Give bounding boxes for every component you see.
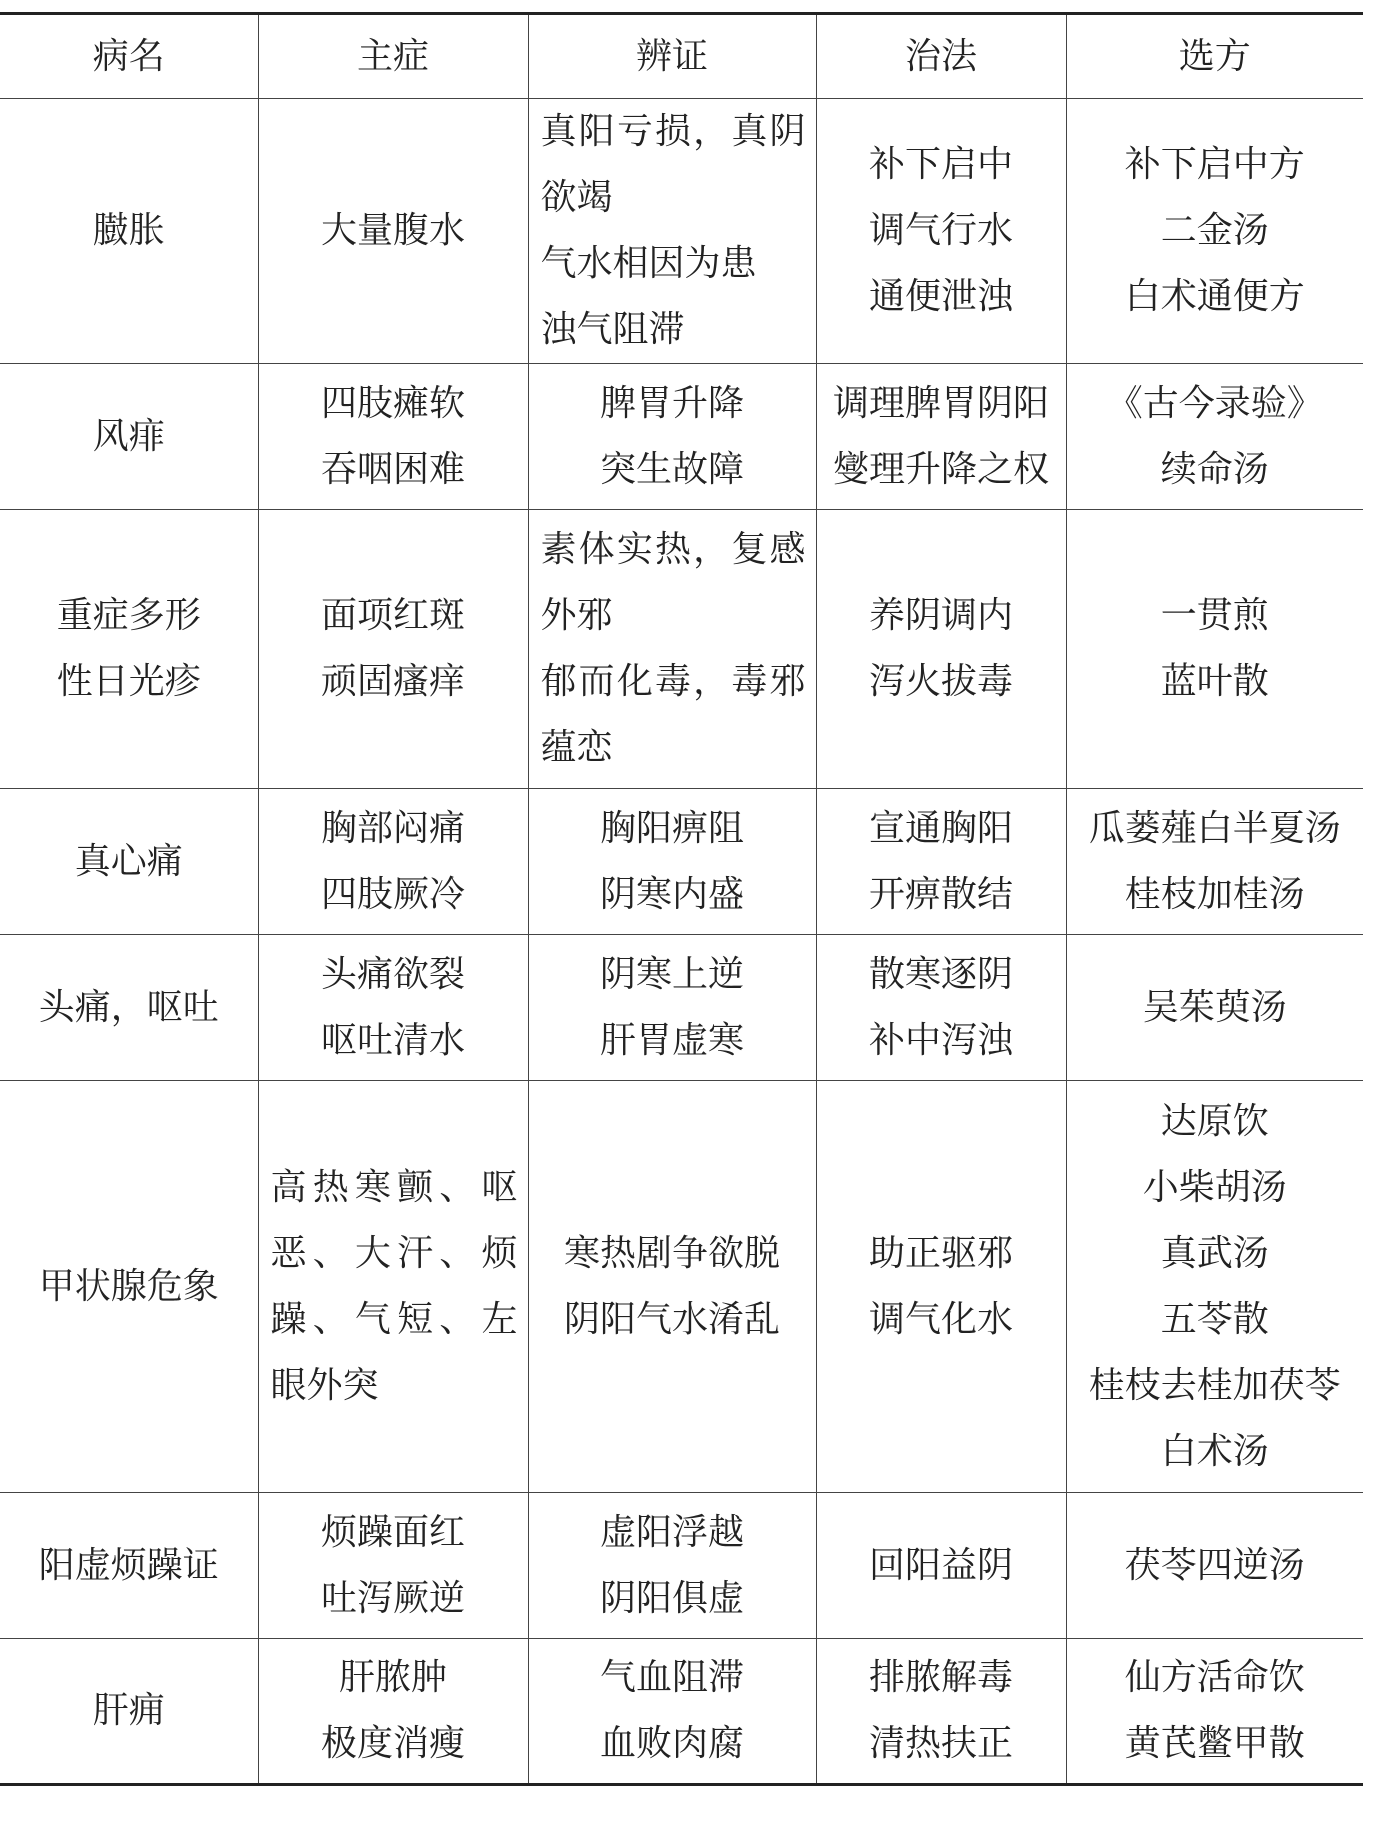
syndrome-line: 气血阻滞 [599, 1657, 744, 1698]
treatment-line: 助正驱邪 [868, 1232, 1013, 1274]
treatment-cell [816, 935, 1066, 1081]
formula-line: 桂枝加桂汤 [1124, 873, 1305, 915]
formula-cell [1066, 789, 1363, 935]
treatment-line: 排脓解毒 [868, 1657, 1013, 1698]
symptoms-cell [258, 935, 528, 1081]
formula-line: 达原饮 [1160, 1100, 1269, 1142]
disease-cell [0, 1081, 258, 1493]
syndrome-line: 真阳亏损，真阴欲竭 [540, 111, 806, 218]
disease-cell [0, 1639, 258, 1785]
symptoms-cell [258, 1639, 528, 1785]
disease-text: 头痛，呕吐 [38, 986, 219, 1028]
symptom-line: 烦躁面红 [320, 1511, 465, 1553]
disease-cell [0, 1493, 258, 1639]
disease-cell [0, 364, 258, 510]
header-disease: 病名 [0, 14, 258, 99]
syndrome-line: 浊气阻滞 [540, 309, 685, 350]
formula-line: 白术汤 [1160, 1430, 1269, 1472]
formula-line: 《古今录验》 [1106, 382, 1323, 424]
formula-line: 茯苓四逆汤 [1124, 1544, 1305, 1586]
formula-cell [1066, 935, 1363, 1081]
treatment-cell [816, 364, 1066, 510]
disease-cell [0, 99, 258, 364]
disease-text: 性日光疹 [56, 661, 201, 702]
treatment-cell [816, 789, 1066, 935]
symptom-line: 呕吐清水 [320, 1019, 465, 1061]
formula-cell [1066, 364, 1363, 510]
symptom-line: 面项红斑 [320, 595, 465, 636]
treatment-cell [816, 510, 1066, 789]
tcm-case-table [0, 12, 1363, 1786]
disease-text: 肝痈 [92, 1690, 165, 1731]
symptoms-cell [258, 510, 528, 789]
formula-line: 蓝叶散 [1160, 661, 1269, 702]
header-syndrome: 辨证 [528, 14, 816, 99]
treatment-line: 泻火拔毒 [868, 661, 1013, 702]
formula-line: 小柴胡汤 [1142, 1166, 1287, 1208]
header-treatment: 治法 [816, 14, 1066, 99]
treatment-line: 养阴调内 [868, 595, 1013, 636]
treatment-line: 调理脾胃阴阳 [832, 382, 1049, 424]
syndrome-line: 郁而化毒，毒邪蕴恋 [540, 661, 806, 768]
syndrome-line: 肝胃虚寒 [599, 1019, 744, 1061]
header-symptoms: 主症 [258, 14, 528, 99]
treatment-line: 宣通胸阳 [868, 807, 1013, 849]
formula-cell [1066, 1493, 1363, 1639]
syndrome-cell [528, 1493, 816, 1639]
treatment-line: 调气行水 [868, 210, 1013, 251]
table-row [0, 1081, 1363, 1493]
syndrome-line: 阴阳气水淆乱 [563, 1298, 780, 1340]
table-row [0, 1493, 1363, 1639]
syndrome-cell [528, 364, 816, 510]
table-row [0, 510, 1363, 789]
formula-line: 真武汤 [1160, 1232, 1269, 1274]
syndrome-line: 素体实热，复感外邪 [540, 529, 806, 636]
symptoms-cell [258, 1493, 528, 1639]
syndrome-cell [528, 99, 816, 364]
formula-line: 二金汤 [1160, 210, 1269, 251]
disease-text: 阳虚烦躁证 [38, 1544, 219, 1586]
formula-cell [1066, 1081, 1363, 1493]
formula-cell [1066, 99, 1363, 364]
syndrome-line: 寒热剧争欲脱 [563, 1232, 780, 1274]
header-formula: 选方 [1066, 14, 1363, 99]
formula-line: 黄芪鳖甲散 [1124, 1723, 1305, 1764]
syndrome-line: 虚阳浮越 [599, 1511, 744, 1553]
formula-line: 桂枝去桂加茯苓 [1088, 1364, 1341, 1406]
formula-cell [1066, 510, 1363, 789]
formula-line: 瓜蒌薤白半夏汤 [1088, 807, 1341, 849]
symptom-line: 顽固瘙痒 [320, 661, 465, 702]
formula-line: 续命汤 [1160, 448, 1269, 490]
formula-line: 白术通便方 [1124, 276, 1305, 317]
symptom-line: 四肢瘫软 [320, 382, 465, 424]
formula-line: 仙方活命饮 [1124, 1657, 1305, 1698]
disease-text: 重症多形 [56, 595, 201, 636]
symptoms-cell [258, 364, 528, 510]
syndrome-line: 气水相因为患 [540, 243, 757, 284]
formula-line: 一贯煎 [1160, 595, 1269, 636]
formula-line: 吴茱萸汤 [1142, 986, 1287, 1028]
syndrome-cell [528, 1639, 816, 1785]
symptoms-cell [258, 99, 528, 364]
syndrome-cell [528, 935, 816, 1081]
disease-cell [0, 510, 258, 789]
treatment-line: 散寒逐阴 [868, 953, 1013, 995]
table-row [0, 1639, 1363, 1785]
treatment-cell [816, 1493, 1066, 1639]
treatment-line: 回阳益阴 [868, 1544, 1013, 1586]
syndrome-line: 阴阳俱虚 [599, 1577, 744, 1619]
table-row [0, 364, 1363, 510]
symptom-line: 头痛欲裂 [320, 953, 465, 995]
symptom-line: 极度消瘦 [320, 1723, 465, 1764]
tcm-case-table-container [0, 12, 1363, 1786]
symptom-line: 四肢厥冷 [320, 873, 465, 915]
symptom-line: 高热寒颤、呕恶、大汗、烦躁、气短、左眼外突 [270, 1166, 518, 1406]
formula-line: 补下启中方 [1124, 144, 1305, 185]
syndrome-line: 突生故障 [599, 448, 744, 490]
treatment-line: 燮理升降之权 [832, 448, 1049, 490]
treatment-line: 补下启中 [868, 144, 1013, 185]
treatment-line: 补中泻浊 [868, 1019, 1013, 1061]
disease-text: 风痱 [92, 415, 165, 457]
treatment-cell [816, 1081, 1066, 1493]
symptom-line: 大量腹水 [320, 210, 465, 251]
syndrome-line: 阴寒上逆 [599, 953, 744, 995]
syndrome-line: 脾胃升降 [599, 382, 744, 424]
treatment-line: 调气化水 [868, 1298, 1013, 1340]
syndrome-cell [528, 510, 816, 789]
syndrome-cell [528, 789, 816, 935]
treatment-cell [816, 1639, 1066, 1785]
syndrome-cell [528, 1081, 816, 1493]
table-row [0, 99, 1363, 364]
treatment-cell [816, 99, 1066, 364]
symptom-line: 吐泻厥逆 [320, 1577, 465, 1619]
table-row [0, 935, 1363, 1081]
formula-cell [1066, 1639, 1363, 1785]
treatment-line: 开痹散结 [868, 873, 1013, 915]
symptom-line: 胸部闷痛 [320, 807, 465, 849]
symptoms-cell [258, 1081, 528, 1493]
table-header-row [0, 14, 1363, 99]
syndrome-line: 阴寒内盛 [599, 873, 744, 915]
disease-cell [0, 789, 258, 935]
disease-text: 真心痛 [74, 840, 183, 882]
formula-line: 五苓散 [1160, 1298, 1269, 1340]
disease-cell [0, 935, 258, 1081]
disease-text: 臌胀 [92, 210, 165, 251]
symptom-line: 肝脓肿 [338, 1657, 447, 1698]
table-row [0, 789, 1363, 935]
symptom-line: 吞咽困难 [320, 448, 465, 490]
treatment-line: 清热扶正 [868, 1723, 1013, 1764]
symptoms-cell [258, 789, 528, 935]
treatment-line: 通便泄浊 [868, 276, 1013, 317]
syndrome-line: 血败肉腐 [599, 1723, 744, 1764]
syndrome-line: 胸阳痹阻 [599, 807, 744, 849]
disease-text: 甲状腺危象 [38, 1265, 219, 1307]
